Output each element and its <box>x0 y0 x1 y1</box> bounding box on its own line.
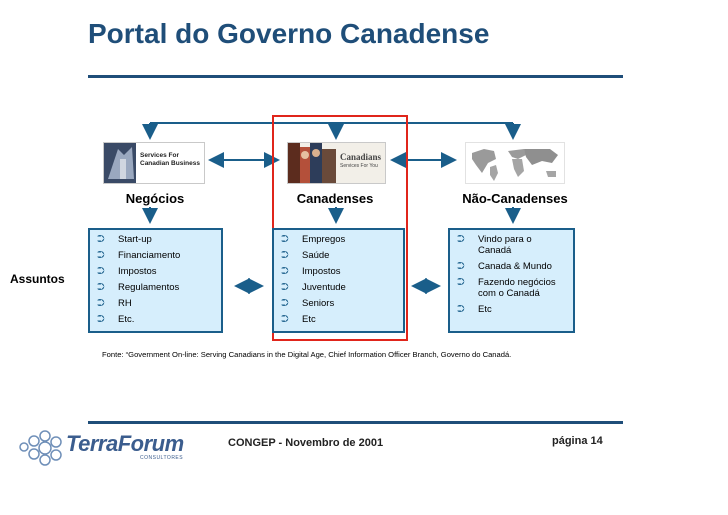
list-item: ⮊ Impostos <box>97 266 157 277</box>
canadians-logo-line-1: Canadians <box>340 152 382 162</box>
arrow-bullet-icon: ⮊ <box>281 234 289 245</box>
list-item: ⮊ Regulamentos <box>97 282 180 293</box>
arrow-bullet-icon: ⮊ <box>97 234 105 245</box>
arrow-bullet-icon: ⮊ <box>457 277 465 288</box>
list-item: ⮊ Financiamento <box>97 250 181 261</box>
terraforum-dots-icon <box>14 427 66 467</box>
list-item: ⮊ Fazendo negócios com o Canadá <box>457 277 556 299</box>
arrow-bullet-icon: ⮊ <box>457 234 465 245</box>
arrow-bullet-icon: ⮊ <box>281 250 289 261</box>
arrow-bullet-icon: ⮊ <box>281 266 289 277</box>
page-number: página 14 <box>552 435 603 447</box>
heading-nao-canadenses: Não-Canadenses <box>462 191 568 206</box>
list-item: ⮊ Seniors <box>281 298 335 309</box>
box-canadenses <box>272 228 405 333</box>
world-map-logo <box>465 142 565 184</box>
brand-subtitle: CONSULTORES <box>140 455 184 461</box>
business-logo-line-2: Canadian Business <box>140 160 200 167</box>
list-item: ⮊ Start-up <box>97 234 152 245</box>
arrow-bullet-icon: ⮊ <box>281 282 289 293</box>
arrow-bullet-icon: ⮊ <box>281 298 289 309</box>
heading-canadenses: Canadenses <box>296 191 374 206</box>
list-item: ⮊ Canada & Mundo <box>457 261 552 272</box>
arrow-bullet-icon: ⮊ <box>457 304 465 315</box>
box-negocios <box>88 228 223 333</box>
footer-event: CONGEP - Novembro de 2001 <box>228 437 384 449</box>
list-item: ⮊ Juventude <box>281 282 346 293</box>
list-item: ⮊ Etc <box>281 314 316 325</box>
side-label-assuntos: Assuntos <box>10 272 65 286</box>
box-nao-canadenses <box>448 228 575 333</box>
list-item: ⮊ Etc <box>457 304 492 315</box>
page-title: Portal do Governo Canadense <box>88 18 490 49</box>
source-note: Fonte: “Government On-line: Serving Canadians in the Digital Age, Chief Information Officer Branch, Governo do Canadá. <box>102 350 512 359</box>
list-item: ⮊ Etc. <box>97 314 135 325</box>
arrow-bullet-icon: ⮊ <box>97 282 105 293</box>
arrow-bullet-icon: ⮊ <box>457 261 465 272</box>
canadians-logo-line-2: Services For You <box>340 163 378 169</box>
arrow-bullet-icon: ⮊ <box>97 298 105 309</box>
business-portal-logo <box>103 142 205 184</box>
list-item: ⮊ Impostos <box>281 266 341 277</box>
brand-name: TerraForum <box>66 431 184 456</box>
list-item: ⮊ Vindo para o Canadá <box>457 234 532 256</box>
arrow-bullet-icon: ⮊ <box>97 250 105 261</box>
bottom-rule <box>88 421 623 424</box>
business-logo-line-1: Services For <box>140 152 180 159</box>
arrow-bullet-icon: ⮊ <box>97 266 105 277</box>
terraforum-logo <box>14 425 214 467</box>
list-item: ⮊ Empregos <box>281 234 346 245</box>
arrow-bullet-icon: ⮊ <box>281 314 289 325</box>
list-item: ⮊ RH <box>97 298 132 309</box>
arrow-bullet-icon: ⮊ <box>97 314 105 325</box>
heading-negocios: Negócios <box>125 191 185 206</box>
list-item: ⮊ Saúde <box>281 250 330 261</box>
